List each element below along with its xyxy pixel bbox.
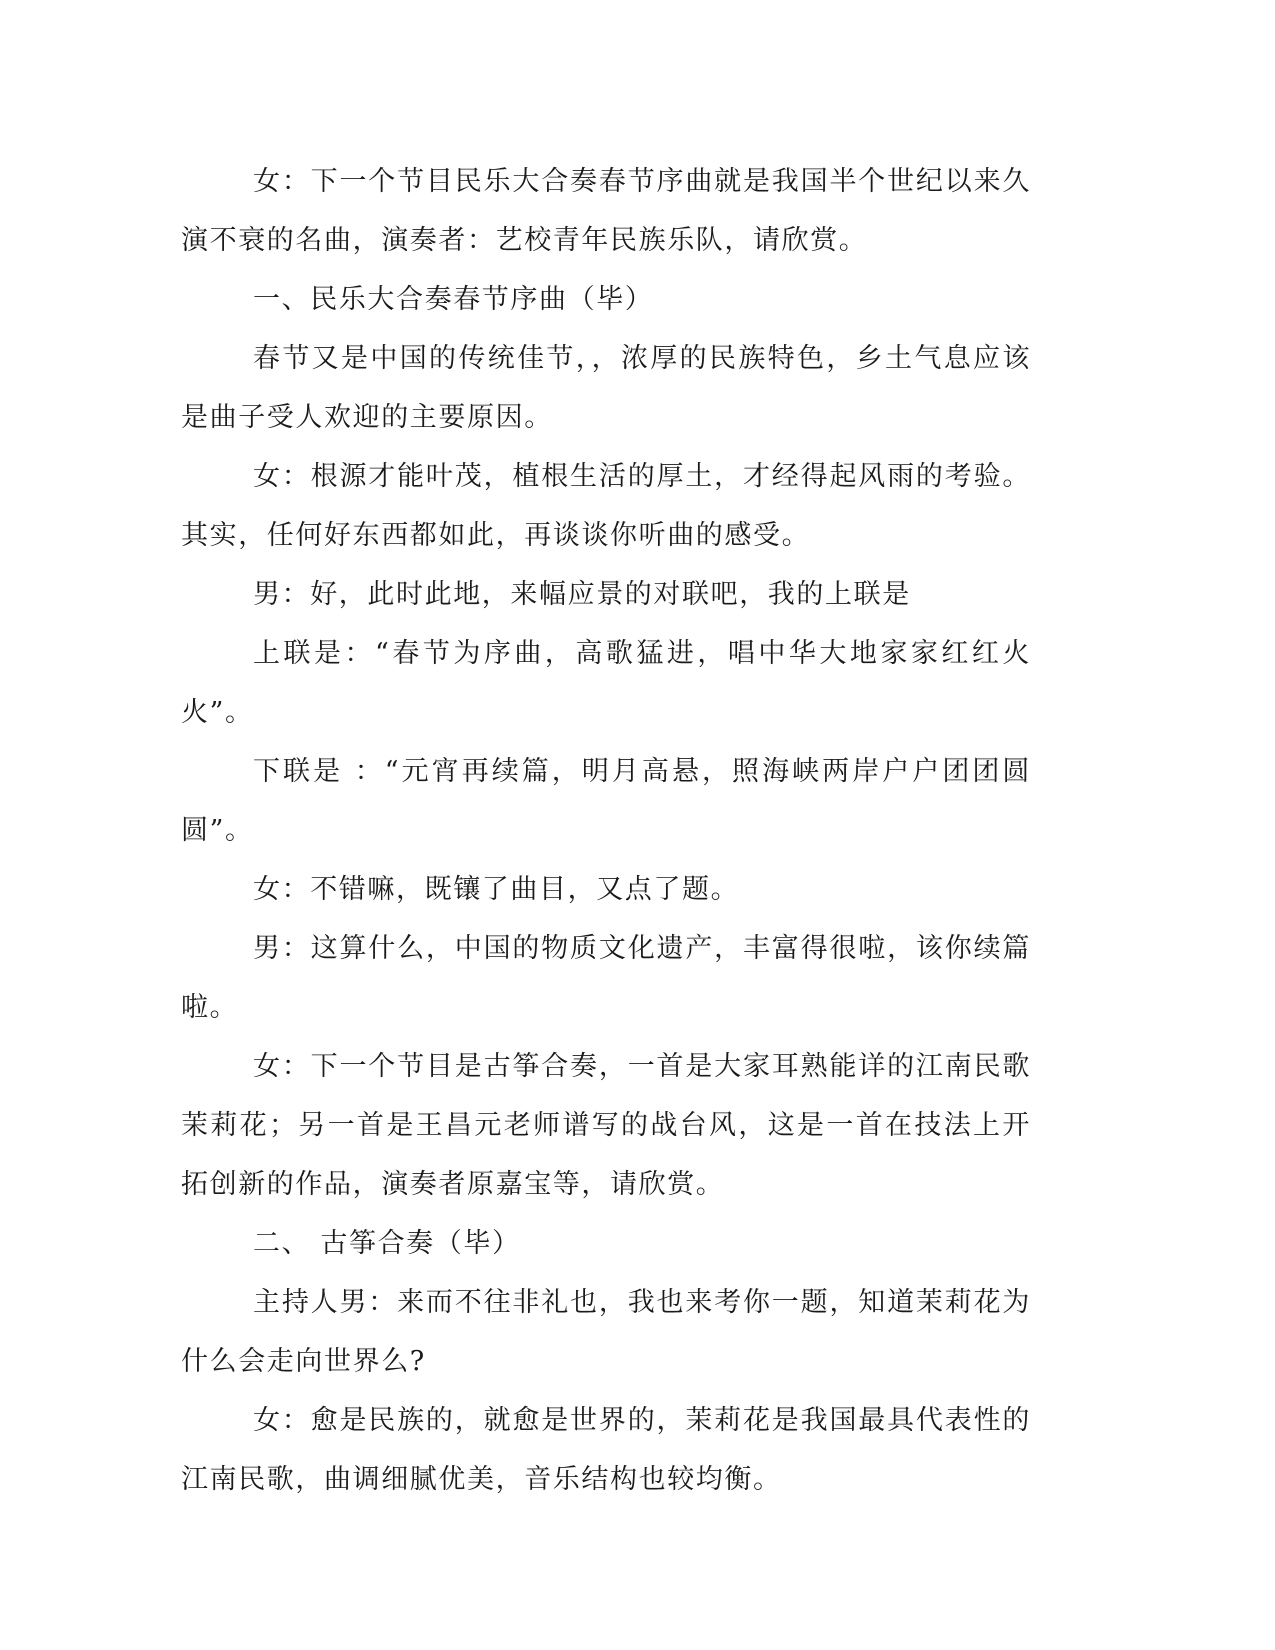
paragraph-host-intro-overture: 女：下一个节目民乐大合奏春节序曲就是我国半个世纪以来久演不衰的名曲，演奏者：艺校青年民族乐队，请欣赏。: [181, 166, 1031, 256]
paragraph-female-praise: 女：不错嘛，既镶了曲目，又点了题。: [253, 874, 740, 905]
document-body: [181, 152, 1031, 1509]
paragraph-program-one-title: 一、民乐大合奏春节序曲（毕）: [253, 284, 654, 315]
paragraph-upper-couplet: 上联是：“春节为序曲，高歌猛进，唱中华大地家家红红火火”。: [181, 638, 1031, 728]
paragraph-male-question: 主持人男：来而不往非礼也，我也来考你一题，知道茉莉花为什么会走向世界么?: [181, 1287, 1031, 1377]
paragraph-male-couplet-intro: 男：好，此时此地，来幅应景的对联吧，我的上联是: [253, 579, 911, 610]
paragraph-male-heritage: 男：这算什么，中国的物质文化遗产，丰富得很啦，该你续篇啦。: [181, 933, 1031, 1023]
paragraph-female-roots: 女：根源才能叶茂，植根生活的厚土，才经得起风雨的考验。其实，任何好东西都如此，再谈谈你听曲的感受。: [181, 461, 1031, 551]
paragraph-female-guzheng-intro: 女：下一个节目是古筝合奏，一首是大家耳熟能详的江南民歌茉莉花；另一首是王昌元老师谱写的战台风，这是一首在技法上开拓创新的作品，演奏者原嘉宝等，请欣赏。: [181, 1051, 1031, 1200]
paragraph-spring-festival-comment: 春节又是中国的传统佳节，，浓厚的民族特色，乡土气息应该是曲子受人欢迎的主要原因。: [181, 343, 1031, 433]
paragraph-lower-couplet: 下联是 ：“元宵再续篇，明月高悬，照海峡两岸户户团团圆圆”。: [181, 756, 1031, 846]
paragraph-female-answer: 女：愈是民族的，就愈是世界的，茉莉花是我国最具代表性的江南民歌，曲调细腻优美，音乐结构也较均衡。: [181, 1405, 1031, 1495]
paragraph-program-two-title: 二、 古筝合奏（毕）: [253, 1228, 521, 1259]
